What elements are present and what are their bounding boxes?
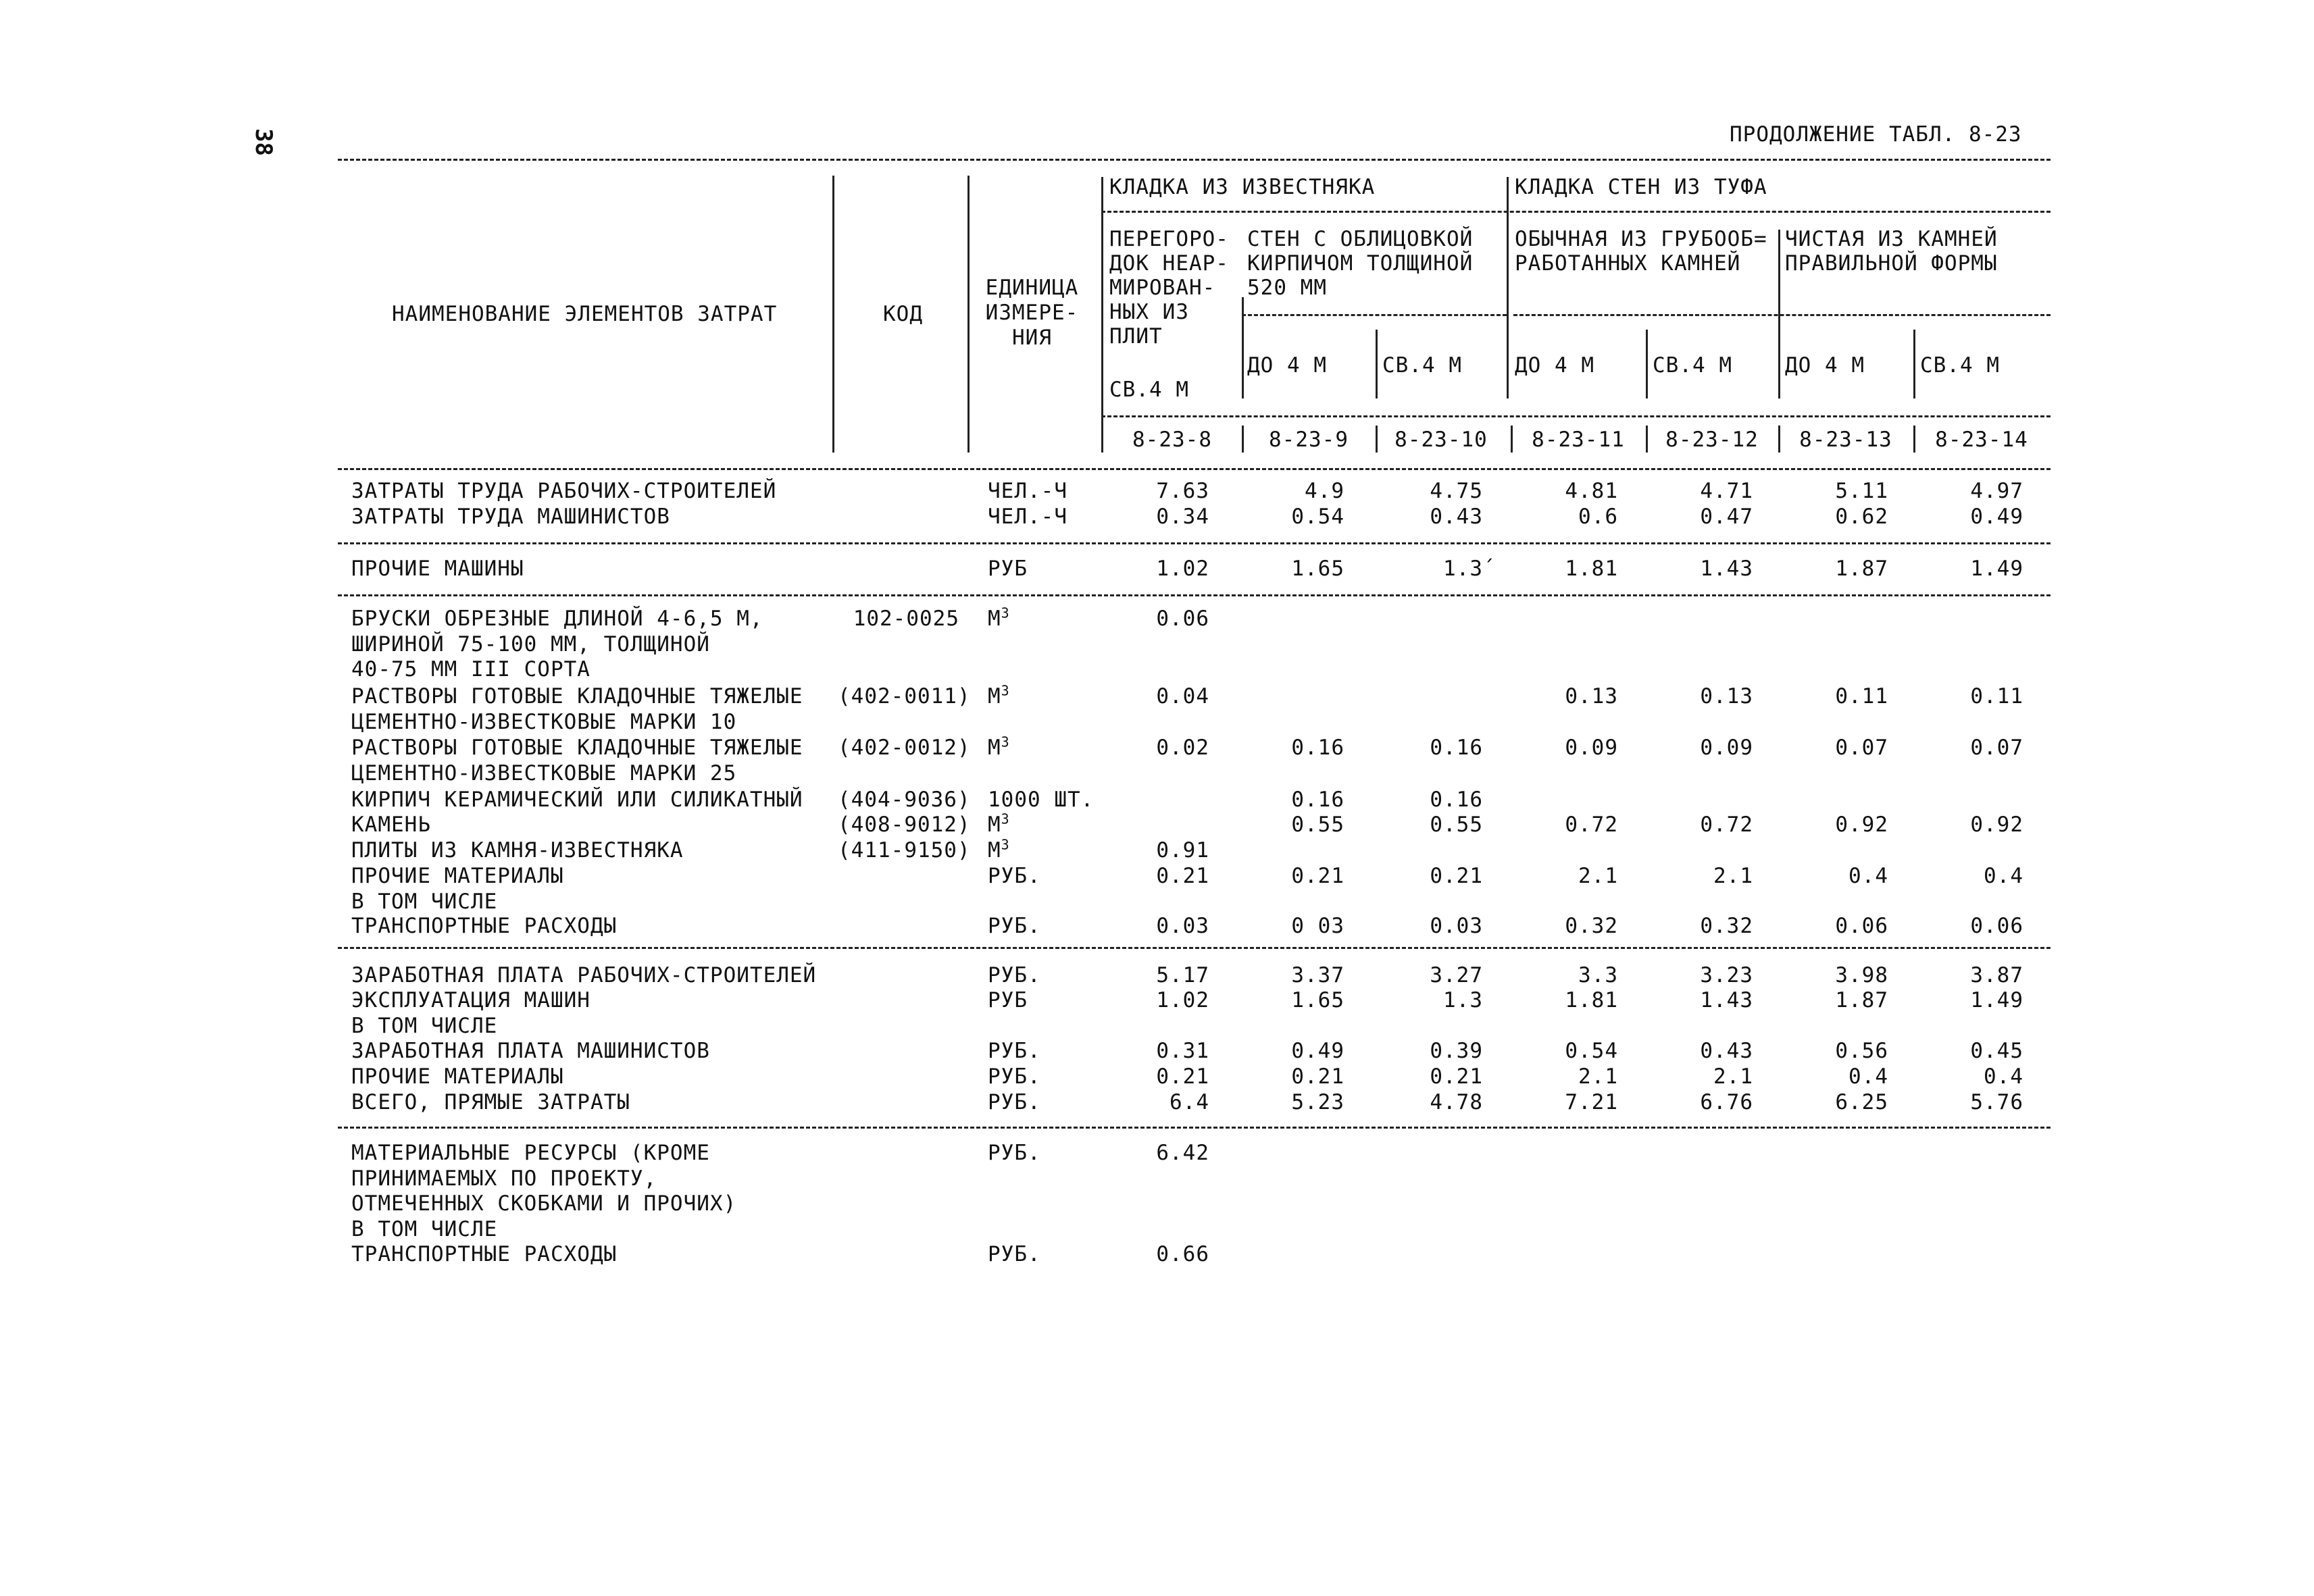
header-height-label: СВ.4 М bbox=[1653, 353, 1732, 378]
header-facing-wall-line: СТЕН С ОБЛИЦОВКОЙ bbox=[1247, 227, 1474, 251]
header-partition-line: ПЕРЕГОРО- bbox=[1109, 227, 1229, 251]
row-value: 6.76 bbox=[1700, 1090, 1753, 1114]
rule-line bbox=[1101, 415, 2051, 417]
row-value: 4.78 bbox=[1430, 1090, 1483, 1114]
row-value: 1.49 bbox=[1970, 988, 2023, 1012]
header-partition-line: МИРОВАН- bbox=[1109, 276, 1216, 300]
row-name: МАТЕРИАЛЬНЫЕ РЕСУРСЫ (КРОМЕ bbox=[351, 1141, 710, 1165]
row-value: 0.56 bbox=[1835, 1039, 1888, 1063]
row-name: ПРОЧИЕ МАТЕРИАЛЫ bbox=[351, 864, 564, 888]
row-name: В ТОМ ЧИСЛЕ bbox=[351, 889, 498, 914]
row-value: 5.17 bbox=[1156, 963, 1209, 987]
row-value: 0.49 bbox=[1291, 1039, 1344, 1063]
row-unit: РУБ. bbox=[988, 1064, 1041, 1089]
column-separator bbox=[1101, 426, 1103, 453]
column-separator bbox=[967, 176, 970, 453]
row-value: 2.1 bbox=[1578, 1064, 1618, 1089]
header-height-label: ДО 4 М bbox=[1785, 353, 1865, 378]
row-code: (402-0012) bbox=[838, 736, 971, 760]
row-name: В ТОМ ЧИСЛЕ bbox=[351, 1216, 498, 1241]
row-value: 0.13 bbox=[1565, 684, 1618, 709]
header-group-limestone: КЛАДКА ИЗ ИЗВЕСТНЯКА bbox=[1109, 175, 1376, 199]
norm-code: 8-23-13 bbox=[1799, 428, 1892, 452]
row-name: КАМЕНЬ bbox=[351, 813, 431, 837]
row-value: 0.09 bbox=[1565, 736, 1618, 760]
row-value: 0.54 bbox=[1291, 505, 1344, 529]
row-value: 0.66 bbox=[1156, 1242, 1209, 1266]
row-value: 4.81 bbox=[1565, 479, 1618, 503]
row-value: 0.21 bbox=[1430, 864, 1483, 888]
row-name: ОТМЕЧЕННЫХ СКОБКАМИ И ПРОЧИХ) bbox=[351, 1191, 737, 1216]
row-name: ТРАНСПОРТНЫЕ РАСХОДЫ bbox=[351, 1242, 618, 1266]
header-partition-line: НЫХ ИЗ bbox=[1109, 300, 1189, 324]
row-name: ВСЕГО, ПРЯМЫЕ ЗАТРАТЫ bbox=[351, 1090, 630, 1114]
row-unit: РУБ. bbox=[988, 1242, 1041, 1266]
row-value: 1.3 bbox=[1443, 988, 1483, 1012]
row-value: 1.43 bbox=[1700, 988, 1753, 1012]
row-unit: $М^3$ bbox=[988, 836, 1010, 863]
row-value: 6.25 bbox=[1835, 1090, 1888, 1114]
row-code: (404-9036) bbox=[838, 788, 971, 812]
row-value: 1.81 bbox=[1565, 557, 1618, 581]
row-value: 1.43 bbox=[1700, 557, 1753, 581]
header-unit-line: ИЗМЕРЕ- bbox=[985, 301, 1079, 325]
column-separator bbox=[1778, 330, 1780, 398]
row-value: 5.11 bbox=[1835, 479, 1888, 503]
row-value: 0.06 bbox=[1835, 914, 1888, 938]
header-code: КОД bbox=[883, 302, 923, 326]
row-value: 0.21 bbox=[1156, 864, 1209, 888]
row-value: 0.31 bbox=[1156, 1039, 1209, 1063]
header-unit-line: ЕДИНИЦА bbox=[985, 276, 1079, 300]
row-code: (411-9150) bbox=[838, 838, 971, 863]
row-name: ЗАРАБОТНАЯ ПЛАТА РАБОЧИХ-СТРОИТЕЛЕЙ bbox=[351, 963, 817, 987]
row-value: 0.32 bbox=[1565, 914, 1618, 938]
row-value: 0.43 bbox=[1700, 1039, 1753, 1063]
row-value: 1.02 bbox=[1156, 988, 1209, 1012]
header-rough-stone-line: ОБЫЧНАЯ ИЗ ГРУБООБ= bbox=[1515, 227, 1767, 251]
row-name: 40-75 ММ III СОРТА bbox=[351, 657, 590, 681]
row-value: 0.55 bbox=[1430, 813, 1483, 837]
row-value: 2.1 bbox=[1713, 864, 1753, 888]
row-name: ПРОЧИЕ МАШИНЫ bbox=[351, 557, 524, 581]
header-partition-line: ПЛИТ bbox=[1109, 324, 1163, 349]
row-name: ЦЕМЕНТНО-ИЗВЕСТКОВЫЕ МАРКИ 25 bbox=[351, 761, 737, 786]
row-unit: ЧЕЛ.-Ч bbox=[988, 505, 1067, 529]
row-value: 1.02 bbox=[1156, 557, 1209, 581]
column-separator bbox=[1242, 297, 1244, 398]
row-value: 0.54 bbox=[1565, 1039, 1618, 1063]
row-name: ЗАТРАТЫ ТРУДА РАБОЧИХ-СТРОИТЕЛЕЙ bbox=[351, 479, 777, 503]
header-group-tuff: КЛАДКА СТЕН ИЗ ТУФА bbox=[1515, 175, 1767, 199]
row-value: 0.03 bbox=[1430, 914, 1483, 938]
row-value: 0.92 bbox=[1835, 813, 1888, 837]
row-value: 3.37 bbox=[1291, 963, 1344, 987]
column-separator bbox=[1913, 330, 1915, 398]
row-unit: РУБ. bbox=[988, 963, 1041, 987]
row-value: 4.75 bbox=[1430, 479, 1483, 503]
row-value: 0.16 bbox=[1291, 788, 1344, 812]
row-value: 1.49 bbox=[1970, 557, 2023, 581]
row-unit: РУБ bbox=[988, 557, 1028, 581]
header-regular-stone-line: ПРАВИЛЬНОЙ ФОРМЫ bbox=[1785, 251, 1998, 276]
row-value: 3.3 bbox=[1578, 963, 1618, 987]
row-name: ПРИНИМАЕМЫХ ПО ПРОЕКТУ, bbox=[351, 1166, 657, 1191]
header-facing-wall-line: КИРПИЧОМ ТОЛЩИНОЙ bbox=[1247, 251, 1474, 276]
row-code: (402-0011) bbox=[838, 684, 971, 709]
continuation-title: ПРОДОЛЖЕНИЕ ТАБЛ. 8-23 bbox=[1730, 122, 2022, 147]
column-separator bbox=[1376, 330, 1378, 398]
column-separator bbox=[1507, 330, 1509, 398]
row-value: 1.81 bbox=[1565, 988, 1618, 1012]
row-value: 0.09 bbox=[1700, 736, 1753, 760]
norm-code: 8-23-12 bbox=[1665, 428, 1759, 452]
rule-line bbox=[1242, 314, 1507, 316]
row-name: ПРОЧИЕ МАТЕРИАЛЫ bbox=[351, 1064, 564, 1089]
row-value: 0.21 bbox=[1156, 1064, 1209, 1089]
row-value: 0.07 bbox=[1970, 736, 2023, 760]
row-unit: РУБ. bbox=[988, 864, 1041, 888]
norm-code: 8-23-8 bbox=[1132, 428, 1212, 452]
rule-line bbox=[1101, 211, 2051, 213]
row-name: ШИРИНОЙ 75-100 ММ, ТОЛЩИНОЙ bbox=[351, 632, 710, 657]
row-value: 1.87 bbox=[1835, 557, 1888, 581]
header-bottom-rule bbox=[338, 468, 2051, 470]
column-separator bbox=[1101, 177, 1103, 453]
row-unit: $М^3$ bbox=[988, 682, 1010, 709]
row-value: 0 03 bbox=[1291, 914, 1344, 938]
rule-line bbox=[338, 594, 2051, 596]
row-value: 0.34 bbox=[1156, 505, 1209, 529]
row-value: 6.42 bbox=[1156, 1141, 1209, 1165]
row-name: В ТОМ ЧИСЛЕ bbox=[351, 1013, 498, 1038]
row-value: 0.72 bbox=[1700, 813, 1753, 837]
column-separator bbox=[1507, 177, 1509, 341]
row-unit: РУБ bbox=[988, 988, 1028, 1012]
row-code: (408-9012) bbox=[838, 813, 971, 837]
header-rough-stone-line: РАБОТАННЫХ КАМНЕЙ bbox=[1515, 251, 1741, 276]
row-value: 1.65 bbox=[1291, 988, 1344, 1012]
page-number: 38 bbox=[250, 128, 277, 156]
header-partition-line: ДОК НЕАР- bbox=[1109, 251, 1229, 276]
row-value: 0.21 bbox=[1430, 1064, 1483, 1089]
row-value: 0.04 bbox=[1156, 684, 1209, 709]
norm-code: 8-23-10 bbox=[1394, 428, 1488, 452]
row-value: 0.07 bbox=[1835, 736, 1888, 760]
row-code: 102-0025 bbox=[853, 607, 959, 631]
row-value: 0.91 bbox=[1156, 838, 1209, 863]
row-value: 1.3́ bbox=[1443, 557, 1483, 581]
row-name: ЗАРАБОТНАЯ ПЛАТА МАШИНИСТОВ bbox=[351, 1039, 710, 1063]
row-value: 0.49 bbox=[1970, 505, 2023, 529]
row-value: 0.43 bbox=[1430, 505, 1483, 529]
row-name: ЗАТРАТЫ ТРУДА МАШИНИСТОВ bbox=[351, 505, 670, 529]
row-value: 0.4 bbox=[1848, 864, 1888, 888]
row-name: ТРАНСПОРТНЫЕ РАСХОДЫ bbox=[351, 914, 618, 938]
row-unit: 1000 ШТ. bbox=[988, 788, 1095, 812]
norm-code: 8-23-9 bbox=[1269, 428, 1349, 452]
row-name: РАСТВОРЫ ГОТОВЫЕ КЛАДОЧНЫЕ ТЯЖЕЛЫЕ bbox=[351, 736, 803, 760]
row-value: 0.06 bbox=[1970, 914, 2023, 938]
row-value: 3.23 bbox=[1700, 963, 1753, 987]
header-height-label: ДО 4 М bbox=[1247, 353, 1327, 378]
row-value: 0.39 bbox=[1430, 1039, 1483, 1063]
row-value: 0.21 bbox=[1291, 864, 1344, 888]
row-value: 0.4 bbox=[1984, 864, 2023, 888]
row-value: 0.92 bbox=[1970, 813, 2023, 837]
row-unit: РУБ. bbox=[988, 1141, 1041, 1165]
row-value: 0.4 bbox=[1984, 1064, 2023, 1089]
norm-code: 8-23-14 bbox=[1935, 428, 2028, 452]
header-height-label: СВ.4 М bbox=[1920, 353, 2000, 378]
row-name: КИРПИЧ КЕРАМИЧЕСКИЙ ИЛИ СИЛИКАТНЫЙ bbox=[351, 788, 803, 812]
row-value: 0.62 bbox=[1835, 505, 1888, 529]
row-value: 4.9 bbox=[1305, 479, 1344, 503]
row-value: 0.45 bbox=[1970, 1039, 2023, 1063]
row-unit: $М^3$ bbox=[988, 810, 1010, 837]
header-height-label: СВ.4 М bbox=[1382, 353, 1462, 378]
row-unit: $М^3$ bbox=[988, 604, 1010, 631]
row-name: ЦЕМЕНТНО-ИЗВЕСТКОВЫЕ МАРКИ 10 bbox=[351, 709, 737, 734]
header-regular-stone-line: ЧИСТАЯ ИЗ КАМНЕЙ bbox=[1785, 227, 1998, 251]
row-value: 2.1 bbox=[1713, 1064, 1753, 1089]
row-value: 0.32 bbox=[1700, 914, 1753, 938]
row-unit: РУБ. bbox=[988, 914, 1041, 938]
row-value: 0.03 bbox=[1156, 914, 1209, 938]
header-facing-wall-line: 520 ММ bbox=[1247, 276, 1327, 300]
header-height-label: ДО 4 М bbox=[1515, 353, 1594, 378]
rule-line bbox=[338, 542, 2051, 544]
row-unit: ЧЕЛ.-Ч bbox=[988, 479, 1067, 503]
row-value: 0.16 bbox=[1291, 736, 1344, 760]
row-value: 5.23 bbox=[1291, 1090, 1344, 1114]
row-value: 0.4 bbox=[1848, 1064, 1888, 1089]
row-value: 0.13 bbox=[1700, 684, 1753, 709]
row-value: 1.87 bbox=[1835, 988, 1888, 1012]
row-value: 0.72 bbox=[1565, 813, 1618, 837]
rule-line bbox=[338, 947, 2051, 949]
row-value: 0.16 bbox=[1430, 736, 1483, 760]
row-value: 0.11 bbox=[1835, 684, 1888, 709]
row-value: 0.47 bbox=[1700, 505, 1753, 529]
header-partition-height: СВ.4 М bbox=[1109, 378, 1189, 402]
row-value: 6.4 bbox=[1169, 1090, 1209, 1114]
row-value: 0.16 bbox=[1430, 788, 1483, 812]
row-value: 0.11 bbox=[1970, 684, 2023, 709]
row-value: 0.6 bbox=[1578, 505, 1618, 529]
row-name: БРУСКИ ОБРЕЗНЫЕ ДЛИНОЙ 4-6,5 М, bbox=[351, 607, 763, 631]
column-separator bbox=[1646, 330, 1648, 398]
row-value: 3.98 bbox=[1835, 963, 1888, 987]
row-value: 0.55 bbox=[1291, 813, 1344, 837]
row-unit: РУБ. bbox=[988, 1039, 1041, 1063]
row-unit: РУБ. bbox=[988, 1090, 1041, 1114]
row-value: 0.06 bbox=[1156, 607, 1209, 631]
column-separator bbox=[1778, 230, 1780, 341]
header-unit-line: НИЯ bbox=[1012, 326, 1052, 350]
row-value: 4.71 bbox=[1700, 479, 1753, 503]
row-name: ЭКСПЛУАТАЦИЯ МАШИН bbox=[351, 988, 590, 1012]
row-name: ПЛИТЫ ИЗ КАМНЯ-ИЗВЕСТНЯКА bbox=[351, 838, 684, 863]
row-unit: $М^3$ bbox=[988, 733, 1010, 760]
norm-code: 8-23-11 bbox=[1532, 428, 1625, 452]
row-name: РАСТВОРЫ ГОТОВЫЕ КЛАДОЧНЫЕ ТЯЖЕЛЫЕ bbox=[351, 684, 803, 709]
rule-line bbox=[1513, 314, 2051, 316]
rule-line bbox=[338, 1127, 2051, 1129]
row-value: 0.21 bbox=[1291, 1064, 1344, 1089]
top-rule bbox=[338, 159, 2051, 161]
row-value: 2.1 bbox=[1578, 864, 1618, 888]
row-value: 3.87 bbox=[1970, 963, 2023, 987]
header-name: НАИМЕНОВАНИЕ ЭЛЕМЕНТОВ ЗАТРАТ bbox=[392, 302, 778, 326]
row-value: 3.27 bbox=[1430, 963, 1483, 987]
row-value: 4.97 bbox=[1970, 479, 2023, 503]
row-value: 5.76 bbox=[1970, 1090, 2023, 1114]
row-value: 1.65 bbox=[1291, 557, 1344, 581]
row-value: 7.63 bbox=[1156, 479, 1209, 503]
column-separator bbox=[832, 176, 834, 453]
row-value: 0.02 bbox=[1156, 736, 1209, 760]
row-value: 7.21 bbox=[1565, 1090, 1618, 1114]
